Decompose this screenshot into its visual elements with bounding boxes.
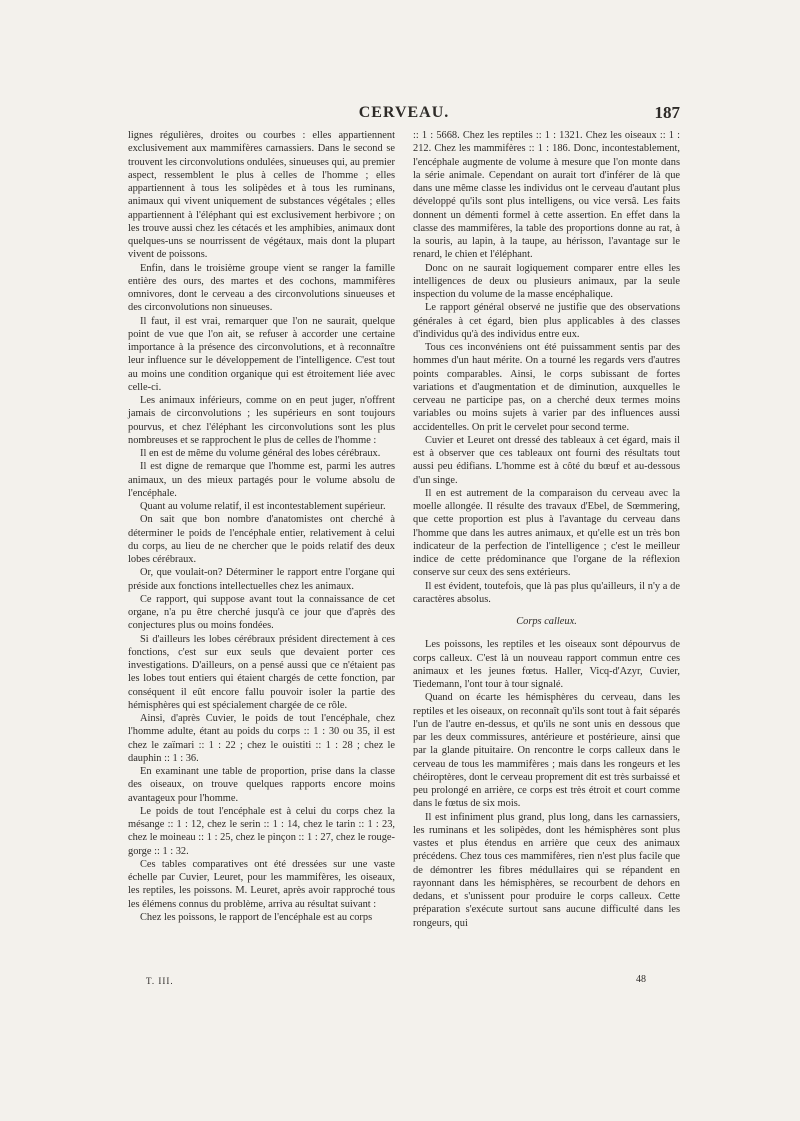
paragraph: On sait que bon nombre d'anatomistes ont cherché à déterminer le poids de l'encéphale entier, relativement à celui du corps, au lieu de ne chercher que le poids relatif des deux lobes cérébraux. — [128, 514, 395, 565]
paragraph: :: 1 : 5668. Chez les reptiles :: 1 : 1321. Chez les oiseaux :: 1 : 212. Chez les mammifères :: 1 : 186. Donc, incontestablement, l'encéphale augmente de volume à mesure que l'on monte dans la série animale. Cependant on aurait tort d'inférer de là que dans une même classe les individus ont le cerveau d'autant plus développé qu'ils sont plus intelligens, ou vice versâ. Les faits donnent un démenti formel à cette assertion. En effet dans la classe des mammifères, la table des proportions donne au rat, à la souris, au lapin, à la taupe, au hérisson, l'avantage sur le renard, le chien et l'éléphant. — [413, 130, 680, 261]
section-heading: Corps calleux. — [516, 616, 577, 627]
paragraph: Ces tables comparatives ont été dressées sur une vaste échelle par Cuvier, Leuret, pour les mammifères, les oiseaux, les reptiles, les poissons. M. Leuret, après avoir rapproché tous les élémens connus du problème, arriva au résultat suivant : — [128, 858, 395, 910]
paragraph: Ainsi, d'après Cuvier, le poids de tout l'encéphale, chez l'homme adulte, étant au poids du corps :: 1 : 30 ou 35, il est chez le zaïmari :: 1 : 22 ; chez le ouistiti :: 1 : 28 ; chez le dauphin :: 1 : 36. — [128, 713, 395, 764]
sheet-number: 48 — [636, 974, 646, 985]
paragraph: Chez les poissons, le rapport de l'encéphale est au corps — [140, 911, 373, 923]
paragraph: Il en est autrement de la comparaison du cerveau avec la moelle allongée. Il résulte des travaux d'Ebel, de Sœmmering, que cette proportion est plus à l'avantage du cerveau dans l'homme que dans les autres animaux, et qu'elle est un très bon indicateur de la perfection de l'intelligence ; c'est le meilleur indice de cette prédominance que l'organe de la réflexion conserve sur ceux des sens extérieurs. — [413, 487, 680, 579]
paragraph: Le poids de tout l'encéphale est à celui du corps chez la mésange :: 1 : 12, chez le serin :: 1 : 14, chez le tarin :: 1 : 23, chez le moineau :: 1 : 25, chez le pinçon :: 1 : 27, chez le rouge-gorge :: 1 : 32. — [128, 805, 395, 857]
paragraph: Ce rapport, qui suppose avant tout la connaissance de cet organe, n'a pu être cherché jusqu'à ce jour que d'après des conjectures plus ou moins fondées. — [128, 593, 395, 632]
paragraph: En examinant une table de proportion, prise dans la classe des oiseaux, on trouve quelques rapports encore moins avantageux pour l'homme. — [128, 766, 395, 804]
page-header — [128, 104, 680, 126]
paragraph: Il est évident, toutefois, que là pas plus qu'ailleurs, il n'y a de caractères absolus. — [413, 580, 680, 605]
running-title: CERVEAU. — [358, 104, 450, 121]
paragraph: Il en est de même du volume général des lobes cérébraux. — [140, 448, 381, 459]
paragraph: Il est digne de remarque que l'homme est, parmi les autres animaux, un des mieux partagés pour le volume absolu de l'encéphale. — [128, 461, 395, 499]
paragraph: Donc on ne saurait logiquement comparer entre elles les intelligences de deux ou plusieurs animaux, par la seule inspection du volume de la masse encéphalique. — [413, 262, 680, 300]
paragraph: Or, que voulait-on? Déterminer le rapport entre l'organe qui préside aux fonctions intellectuelles chez les animaux. — [128, 567, 395, 592]
paragraph: Le rapport général observé ne justifie que des observations générales à cet égard, bien plus applicables à des classes d'individus qu'à des individus entre eux. — [413, 302, 680, 340]
paragraph: Il faut, il est vrai, remarquer que l'on ne saurait, quelque point de vue que l'on ait, se refuser à accorder une certaine importance à la présence des circonvolutions, et à reconnaître leur influence sur le développement de l'intelligence. C'est tout au moins une condition organique qui est étroitement liée avec celle-ci. — [128, 315, 395, 393]
paragraph: Les animaux inférieurs, comme on en peut juger, n'offrent jamais de circonvolutions ; les supérieurs en sont toujours pourvus, et chez l'éléphant les circonvolutions sont les plus nombreuses et se rapprochent le plus de celles de l'homme : — [128, 395, 395, 446]
paragraph: Enfin, dans le troisième groupe vient se ranger la famille entière des ours, des martes et des cochons, mammifères omnivores, dont le cerveau a des circonvolutions sinueuses et des circonvolutions non sinueuses. — [128, 262, 395, 314]
page-number: 187 — [654, 103, 680, 122]
paragraph: Les poissons, les reptiles et les oiseaux sont dépourvus de corps calleux. C'est là un nouveau rapport commun entre ces animaux et les jeunes fœtus. Haller, Vicq-d'Azyr, Cuvier, Tiedemann, l'ont tour à tour signalé. — [413, 639, 680, 690]
paragraph: Quand on écarte les hémisphères du cerveau, dans les reptiles et les oiseaux, on reconnaît qu'ils sont tout à fait séparés l'un de l'autre en-dessus, et qu'ils ne sont unis en dessous que par les deux commissures, antérieure et postérieure, ainsi que par la glande pituitaire. On rencontre le corps calleux dans le cerveau de tous les mammifères ; mais dans les rongeurs et les chéiroptères, dont le cerveau proprement dit est très surbaissé et peu prolongé en arrière, ce corps est très étroit et court comme dans le fœtus de six mois. — [413, 692, 680, 810]
right-column — [413, 129, 680, 930]
paragraph: lignes régulières, droites ou courbes : elles appartiennent exclusivement aux mammifères carnassiers. Dans le second se trouvent les circonvolutions ondulées, sinueuses qui, au premier aspect, ressemblent le plus à celles de l'homme ; elles appartiennent à tous les solipèdes et à tous les ruminans, animaux qui vivent uniquement de substances végétales ; elles appartiennent à l'éléphant qui est exclusivement herbivore ; on les trouve aussi chez les cétacés et les amphibies, animaux dont quelques-uns se nourrissent de végétaux, mais dont la plupart vivent de poissons. — [128, 130, 395, 261]
paragraph: Il est infiniment plus grand, plus long, dans les carnassiers, les ruminans et les solipèdes, dont les hémisphères sont plus vastes et plus étendus en arrière que ceux des animaux précédens. Chez tous ces mammifères, rien n'est plus facile que de démontrer les fibres médullaires qui se répandent en rayonnant dans les hémisphères, se recourbent de dehors en dedans, et s'unissent pour produire le corps calleux. Cette préparation s'exécute surtout sans aucune difficulté dans les rongeurs, qui — [413, 811, 680, 929]
paragraph: Si d'ailleurs les lobes cérébraux président directement à ces fonctions, c'est sur eux seuls que devaient porter ces investigations. D'ailleurs, on a pensé aussi que ce n'étaient pas les lobes tout entiers qui étaient chargés de cette fonction, par conséquent il eût encore fallu pouvoir isoler la partie des hémisphères qui est spécialement chargée de ce rôle. — [128, 633, 395, 711]
paragraph: Quant au volume relatif, il est incontestablement supérieur. — [140, 501, 386, 512]
paragraph: Tous ces inconvéniens ont été puissamment sentis par des hommes d'un haut mérite. On a tourné les regards vers d'autres points comparables. Ainsi, le corps subissant de fortes variations et d'augmentation et de diminution, auxquelles le cerveau ne participe pas, on a cherché deux termes moins variables ou moins sujets à varier par des influences aussi accidentelles. On prit le cervelet pour second terme. — [413, 342, 680, 433]
volume-signature: T. III. — [146, 976, 174, 986]
left-column — [128, 129, 395, 924]
paragraph: Cuvier et Leuret ont dressé des tableaux à cet égard, mais il est à observer que ces tableaux ont fourni des résultats tout aussi peu édifians. L'homme est à côté du bœuf et au-dessous d'un singe. — [413, 434, 680, 486]
